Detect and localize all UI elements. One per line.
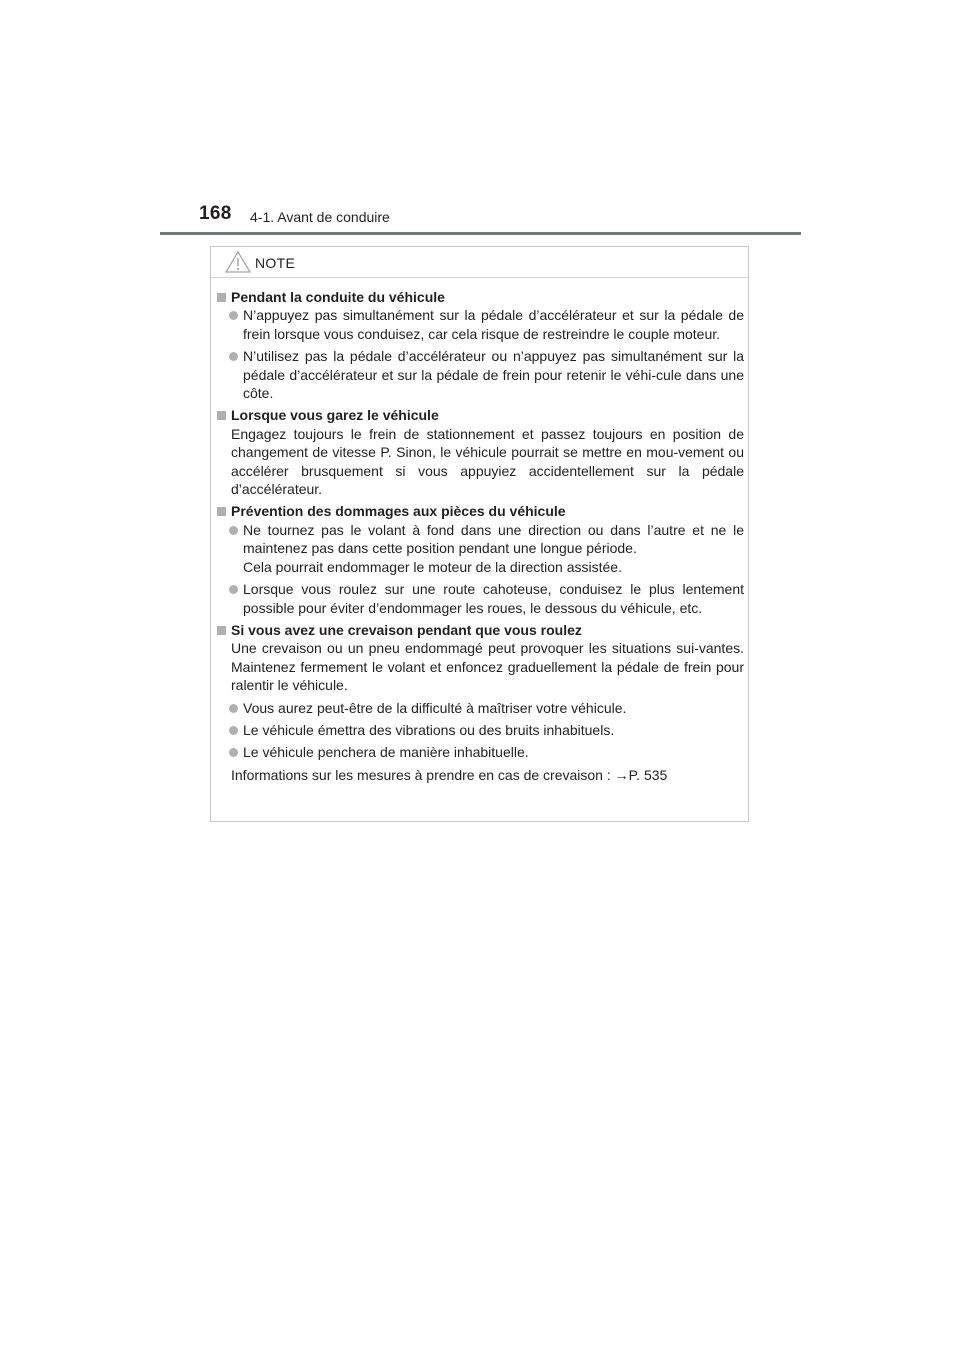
note-label: NOTE [255,255,296,271]
round-bullet-icon [229,526,238,535]
page-number: 168 [199,203,232,224]
note-content [217,288,744,788]
warning-triangle-icon [225,251,251,273]
round-bullet-icon [229,311,238,320]
list-item: Le véhicule émettra des vibrations ou des bruits inhabituels. [217,721,744,739]
round-bullet-icon [229,748,238,757]
note-box [210,246,749,822]
list-item: N’utilisez pas la pédale d’accélérateur ou n’appuyez pas simultanément sur la pédale d’accélérateur et sur la pédale de frein pour retenir le véhi-cule dans une côte. [217,347,744,402]
page-reference: Informations sur les mesures à prendre en cas de crevaison : →P. 535 [231,766,668,783]
round-bullet-icon [229,726,238,735]
section-heading: Lorsque vous garez le véhicule [217,406,744,424]
square-bullet-icon [217,626,226,635]
square-bullet-icon [217,411,226,420]
note-section-flat-tire [217,621,744,784]
list-item: Vous aurez peut-être de la difficulté à maîtriser votre véhicule. [217,699,744,717]
list-item: Ne tournez pas le volant à fond dans une direction ou dans l’autre et ne le maintenez pas dans cette position pendant une longue période. Cela pourrait endommager le moteur de la direction assistée. [217,521,744,576]
square-bullet-icon [217,507,226,516]
square-bullet-icon [217,293,226,302]
header-rule [160,232,801,235]
round-bullet-icon [229,352,238,361]
list-item: N’appuyez pas simultanément sur la pédale d’accélérateur et sur la pédale de frein lorsque vous conduisez, car cela risque de restreindre le couple moteur. [217,306,744,343]
section-paragraph: Engagez toujours le frein de stationnement et passez toujours en position de changement de vitesse P. Sinon, le véhicule pourrait se mettre en mou-vement ou accélérer brusquement si vous appuyiez accidentellement sur la pédale d’accélérateur. [231,425,744,498]
list-item: Lorsque vous roulez sur une route cahoteuse, conduisez le plus lentement possible pour éviter d’endommager les roues, le dessous du véhicule, etc. [217,580,744,617]
section-heading: Prévention des dommages aux pièces du véhicule [217,502,744,520]
note-header [211,247,748,278]
note-section-parking [217,406,744,498]
section-heading: Si vous avez une crevaison pendant que vous roulez [217,621,744,639]
section-paragraph: Une crevaison ou un pneu endommagé peut provoquer les situations sui-vantes. Maintenez fermement le volant et enfoncez graduellement la pédale de frein pour ralentir le véhicule. [231,640,744,694]
section-heading: Pendant la conduite du véhicule [217,288,744,306]
round-bullet-icon [229,704,238,713]
note-section-driving [217,288,744,402]
section-title: 4-1. Avant de conduire [250,209,390,225]
note-section-damage-prevention [217,502,744,616]
list-item: Le véhicule penchera de manière inhabituelle. [217,743,744,761]
round-bullet-icon [229,585,238,594]
